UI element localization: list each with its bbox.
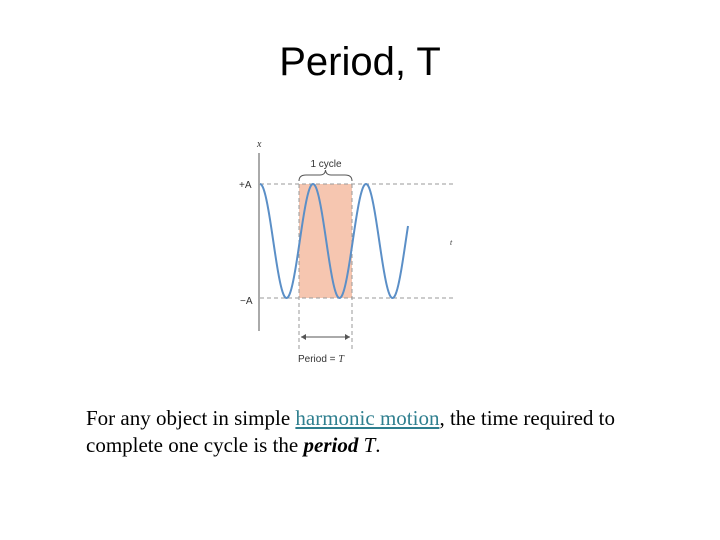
slide-title: Period, T — [279, 40, 441, 84]
period-term: period — [303, 433, 359, 457]
period-label-text: Period = — [298, 354, 339, 365]
minus-amplitude-label: −A — [240, 296, 253, 307]
x-axis-label: x — [257, 139, 262, 150]
caption-text-1: For any object in simple — [86, 406, 296, 430]
caption — [86, 405, 646, 459]
period-arrow-left-head — [301, 334, 306, 340]
harmonic-motion-link[interactable]: harmonic motion — [295, 406, 440, 430]
cycle-brace — [299, 170, 352, 181]
caption-text-4: . — [375, 433, 381, 457]
plus-amplitude-label: +A — [239, 180, 252, 191]
oscillation-graph — [230, 135, 470, 370]
cycle-label: 1 cycle — [310, 159, 342, 170]
t-axis-label: t — [450, 238, 453, 247]
period-label-symbol: T — [338, 354, 344, 365]
period-symbol: T — [363, 433, 376, 457]
period-arrow-right-head — [345, 334, 350, 340]
period-label — [298, 354, 345, 365]
oscillation-diagram — [230, 135, 470, 370]
caption-text-2: , the time required to complete one cycle is the — [86, 406, 615, 457]
